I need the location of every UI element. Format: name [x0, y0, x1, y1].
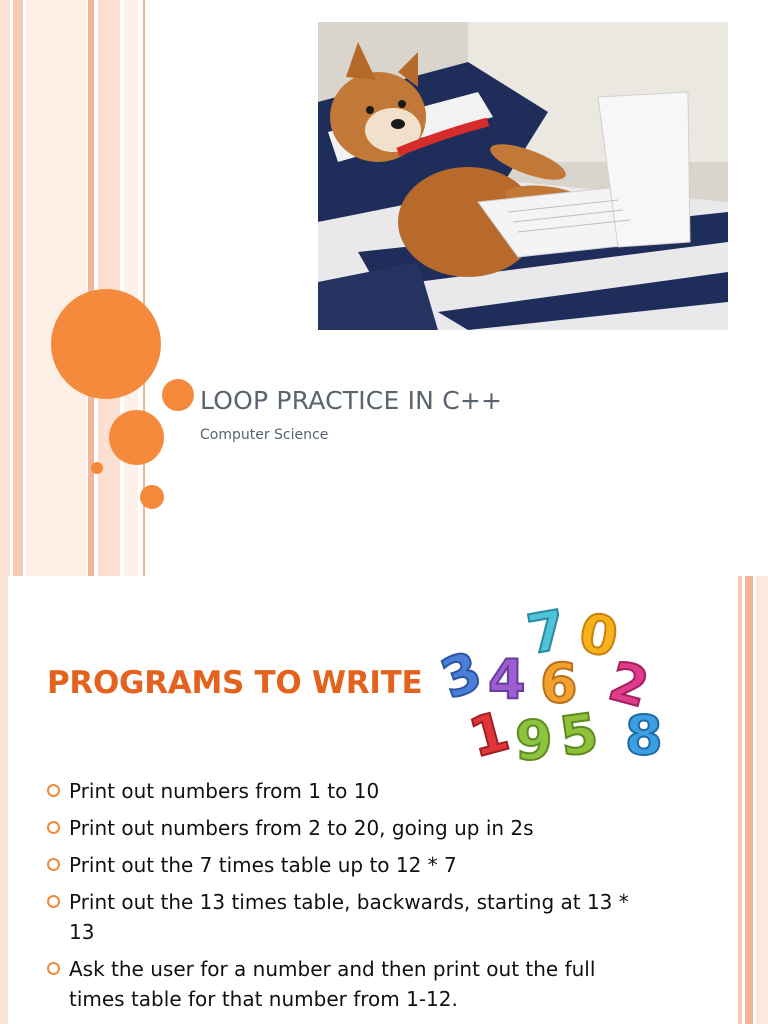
list-item — [47, 813, 657, 843]
decor-stripe — [98, 0, 120, 576]
decor-circle — [140, 485, 164, 509]
dog-laptop-photo — [318, 22, 728, 330]
decor-circle-small — [91, 462, 103, 474]
slide-subtitle: Computer Science — [200, 427, 329, 443]
colorful-3d-numbers — [432, 594, 690, 772]
decor-circle-large — [51, 289, 161, 399]
decor-stripe — [0, 0, 10, 576]
bullet-circle-icon — [47, 895, 60, 908]
bullet-circle-icon — [47, 821, 60, 834]
decor-stripe — [0, 576, 8, 1024]
decor-stripe — [756, 576, 768, 1024]
digit-6: 6 — [540, 652, 578, 715]
digit-3: 3 — [432, 639, 490, 712]
bullet-circle-icon — [47, 858, 60, 871]
list-item — [47, 954, 657, 1014]
decor-circle — [109, 410, 164, 465]
program-list — [47, 776, 657, 1021]
digit-7: 7 — [522, 598, 571, 667]
digit-9: 9 — [515, 709, 553, 772]
list-item-text: Print out the 13 times table, backwards, starting at 13 * 13 — [69, 890, 629, 944]
list-item-text: Print out the 7 times table up to 12 * 7 — [69, 853, 457, 877]
digit-0: 0 — [574, 600, 623, 670]
digit-2: 2 — [602, 649, 656, 720]
list-item — [47, 887, 657, 947]
list-item-text: Print out numbers from 1 to 10 — [69, 779, 380, 803]
content-slide — [0, 576, 768, 1024]
digit-8: 8 — [625, 704, 663, 767]
slide-title: LOOP PRACTICE IN C++ — [200, 386, 503, 415]
decor-stripe — [88, 0, 94, 576]
decor-stripe — [13, 0, 23, 576]
decor-stripe — [26, 0, 86, 576]
list-item — [47, 776, 657, 806]
list-item — [47, 850, 657, 880]
bullet-circle-icon — [47, 784, 60, 797]
list-item-text: Print out numbers from 2 to 20, going up in 2s — [69, 816, 534, 840]
slide-title: PROGRAMS TO WRITE — [47, 665, 423, 701]
decor-circle — [160, 377, 196, 413]
digit-4: 4 — [488, 648, 526, 711]
digit-5: 5 — [555, 701, 602, 769]
digit-1: 1 — [462, 699, 516, 770]
decor-stripe — [738, 576, 742, 1024]
decor-stripe — [745, 576, 753, 1024]
decor-stripe — [124, 0, 138, 576]
list-item-text: Ask the user for a number and then print out the full times table for that number from 1-12. — [69, 957, 596, 1011]
bullet-circle-icon — [47, 962, 60, 975]
